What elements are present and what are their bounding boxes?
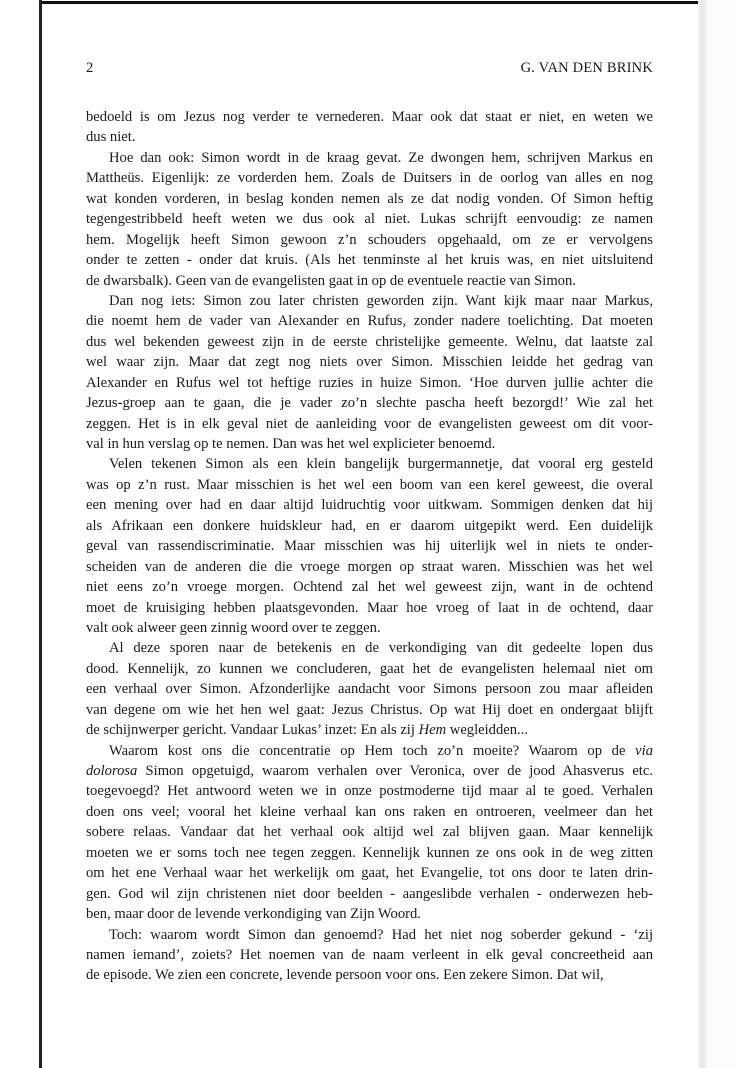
text-line: moet de kruisiging hebben plaatsgevonden. Maar hoe vroeg of laat in de ochtend, daar [86,599,653,616]
text-line: bedoeld is om Jezus nog verder te vernederen. Maar ook dat staat er niet, en weten we [86,109,653,125]
paragraph [86,741,653,925]
running-head-author: G. VAN DEN BRINK [520,60,653,76]
text-line: dus wel bekenden geweest zijn in de eerste christelijke gemeente. Welnu, dat laatste zal [86,333,653,350]
text-line: Dan nog iets: Simon zou later christen geworden zijn. Want kijk maar naar Markus, [109,292,653,309]
text-line: valt ook alweer geen zinnig woord over te zeggen. [86,619,381,636]
text-line: Jezus-groep aan te gaan, die je vader zo’n slechte pascha heeft bezorgd!’ Wie zal het [86,395,653,412]
text-line: die noemt hem de vader van Alexander en Rufus, zonder nadere toelichting. Dat moeten [86,313,653,330]
text-line [86,761,653,781]
text-line: Alexander en Rufus wel tot heftige ruzies in huize Simon. ‘Hoe durven jullie achter die [86,374,653,391]
paragraph [86,454,653,638]
text-line: Al deze sporen naar de betekenis en de verkondiging van dit gedeelte lopen dus [109,640,653,657]
paragraph [86,925,653,986]
text-line: doen ons veel; vooral het kleine verhaal kan ons raken en ontroeren, veelmeer dan het [86,803,653,820]
text-line: scheiden van de anderen die die vroege morgen op straat waren. Misschien was het wel [86,558,653,575]
scan-right-edge-shadow [698,0,708,1068]
text-line: om het ene Verhaal waar het werkelijk om gaat, het Evangelie, tot ons door te laten drin- [86,865,653,882]
text-line: dood. Kennelijk, zo kunnen we concluderen, gaat het de evangelisten helemaal niet om [86,660,653,677]
text-line: toegevoegd? Het antwoord weten we in onze postmoderne tijd maar al te goed. Verhalen [86,783,653,800]
scan-top-border [40,1,702,4]
text-line: wel waar zijn. Maar dat zegt nog niets over Simon. Misschien leidde het gedrag van [86,354,653,371]
text-line [86,741,653,761]
text-line: was op z’n rust. Maar misschien is het wel een boom van een kerel geweest, die overal [86,476,653,493]
text-line: Mattheüs. Eigenlijk: ze vorderden hem. Zoals de Duitsers in de oorlog van alles en nog [86,170,653,187]
text-line: Toch: waarom wordt Simon dan genoemd? Had het niet nog soberder gekund - ‘zij [109,926,653,943]
text-line: de episode. We zien een concrete, levende persoon voor ons. Een zekere Simon. Dat wil, [86,967,604,984]
text-line: geval van rassendiscriminatie. Maar misschien was hij uiterlijk wel in niets te onder- [86,538,653,555]
text-line: hem. Mogelijk heeft Simon gewoon z’n schouders opgehaald, om ze er vervolgens [86,231,653,248]
text-segment: Waarom kost ons die concentratie op Hem toch zo’n moeite? Waarom op de [109,742,636,759]
text-line: sobere relaas. Vandaar dat het verhaal ook altijd wel zal blijven gaan. Maar kennelijk [86,824,653,841]
text-line [86,720,653,740]
body-text [86,107,653,986]
text-line: onder te zetten - onder dat kruis. (Als het tenminste al het kruis was, en niet uitsluitend [86,252,653,269]
text-line: zeggen. Het is in elk geval niet de aanleiding voor de evangelisten geweest om dit voor- [86,415,653,432]
page-number: 2 [86,60,94,76]
text-line: moeten we er soms toch nee tegen zeggen. Kennelijk kunnen ze ons ook in de weg zitten [86,844,653,861]
text-line: van degene om wie het hen wel gaat: Jezus Christus. Op wat Hij doet en ondergaat blijft [86,701,653,718]
paragraph [86,148,653,291]
text-line: Velen tekenen Simon als een klein bangelijk burgermannetje, dat vooral erg gesteld [109,456,653,473]
text-line: val in hun verslag op te nemen. Dan was het wel explicieter benoemd. [86,436,496,452]
text-segment: wegleidden... [446,722,528,739]
italic-text: Hem [418,722,447,739]
paragraph [86,291,653,455]
text-line: tegengestribbeld heeft weten we dus ook al niet. Lukas schrijft eenvoudig: ze namen [86,211,653,228]
scan-margin [708,0,738,1068]
italic-text: dolorosa [86,763,138,779]
text-line: een mening over had en daar altijd luidruchtig voor uitkwam. Sommigen denken dat hij [86,497,653,514]
paragraph [86,638,653,740]
text-line: wat konden vorderen, in beslag konden nemen als ze dat nodig vonden. Of Simon heftig [86,190,653,207]
text-segment: de schijnwerper gericht. Vandaar Lukas’ inzet: En als zij [86,722,419,739]
text-line: namen iemand’, zoiets? Het noemen van de naam verleent in elk geval concreetheid aan [86,946,653,963]
text-line: als Afrikaan een donkere huidskleur had, en er daarom uitgepikt werd. Een duidelijk [86,517,653,534]
text-segment: Simon opgetuigd, waarom verhalen over Veronica, over de jood Ahasverus etc. [137,763,653,779]
page-header [86,60,653,80]
text-line: dus niet. [86,129,136,146]
scan-left-border [39,0,42,1068]
text-line: de dwarsbalk). Geen van de evangelisten gaat in op de eventuele reactie van Simon. [86,272,576,289]
paragraph [86,107,653,148]
text-line: een verhaal over Simon. Afzonderlijke aandacht voor Simons persoon zou maar afleiden [86,681,653,698]
text-line: gen. God wil zijn christenen niet door beelden - aangeslibde verhalen - onderwezen heb- [86,885,653,902]
text-line: ben, maar door de levende verkondiging van Zijn Woord. [86,906,421,923]
italic-text: via [635,742,653,759]
text-line: Hoe dan ook: Simon wordt in de kraag gevat. Ze dwongen hem, schrijven Markus en [109,149,653,166]
text-line: niet eens zo’n vroege morgen. Ochtend zal het wel geweest zijn, want in de ochtend [86,579,653,596]
